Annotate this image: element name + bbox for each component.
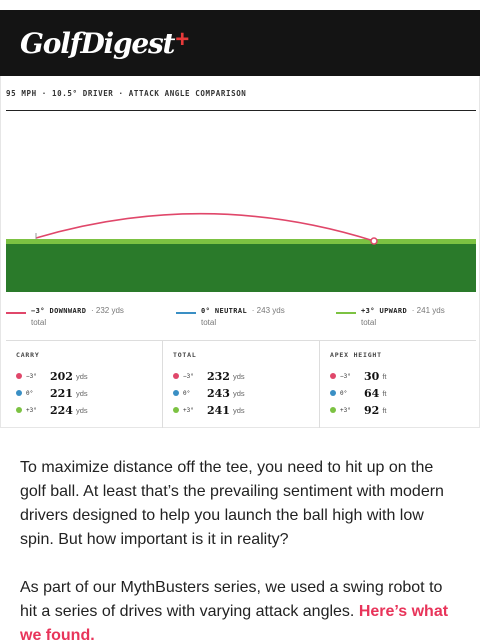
apex-row-neutral: [330, 386, 386, 400]
row-unit: ft: [382, 388, 387, 398]
legend-label-neutral: 0° NEUTRAL: [201, 307, 248, 315]
total-row-neutral: [173, 386, 245, 400]
ball-flight-graphic: [1, 76, 479, 306]
row-value: 224: [50, 403, 73, 417]
legend-total-upward: total: [361, 318, 377, 327]
row-label: 0°: [183, 389, 191, 397]
row-value: 221: [50, 386, 73, 400]
article-paragraph-intro: To maximize distance off the tee, you need to hit up on the golf ball. At least that’s the prevailing sentiment with modern drivers designed to help you launch the ball high with low spin. But how important is it in reality?: [20, 459, 444, 548]
downward-dot: [16, 373, 22, 379]
downward-trajectory-line: [36, 214, 374, 241]
upward-dot: [173, 407, 179, 413]
row-unit: yds: [75, 371, 88, 381]
legend-yds-upward: · 241 yds: [411, 306, 445, 315]
downward-dot: [330, 373, 336, 379]
row-unit: yds: [232, 405, 245, 415]
infographic-title: 95 MPH · 10.5° DRIVER · ATTACK ANGLE COMPARISON: [6, 89, 247, 98]
neutral-dot: [330, 390, 336, 396]
legend-item-downward: [6, 304, 166, 334]
row-value: 30: [364, 369, 380, 383]
neutral-dot: [173, 390, 179, 396]
row-label: +3°: [183, 406, 194, 414]
total-heading: TOTAL: [173, 351, 197, 359]
row-label: +3°: [340, 406, 351, 414]
total-row-downward: [173, 369, 245, 383]
row-label: −3°: [26, 372, 37, 380]
apex-row-downward: [330, 369, 386, 383]
apex-height-panel: [319, 341, 476, 428]
top-strip: [0, 0, 480, 10]
neutral-dot: [16, 390, 22, 396]
row-unit: ft: [382, 405, 387, 415]
row-label: 0°: [340, 389, 348, 397]
row-unit: yds: [232, 371, 245, 381]
legend-label-upward: +3° UPWARD: [361, 307, 408, 315]
turf-field: [6, 244, 476, 292]
row-value: 92: [364, 403, 380, 417]
landing-point-marker: [371, 238, 377, 244]
legend-total-neutral: total: [201, 318, 217, 327]
row-label: −3°: [340, 372, 351, 380]
row-unit: ft: [382, 371, 387, 381]
apex-height-heading: APEX HEIGHT: [330, 351, 382, 359]
upward-dot: [16, 407, 22, 413]
turf-edge: [6, 239, 476, 244]
mythbusters-text: As part of our MythBusters series, we used a swing robot to hit a series of drives with varying attack angles.: [20, 579, 443, 620]
total-panel: [162, 341, 319, 428]
legend-swatch-neutral: [176, 312, 196, 314]
article-body: [20, 456, 460, 640]
logo-plus-mark: +: [175, 26, 190, 53]
heres-what-we-found-link[interactable]: Here’s what we found.: [20, 603, 449, 640]
legend-swatch-downward: [6, 312, 26, 314]
row-unit: yds: [75, 388, 88, 398]
carry-row-upward: [16, 403, 88, 417]
row-value: 241: [207, 403, 230, 417]
legend-item-neutral: [176, 304, 326, 334]
row-unit: yds: [75, 405, 88, 415]
upward-dot: [330, 407, 336, 413]
carry-heading: CARRY: [16, 351, 40, 359]
logo-wordmark: GolfDigest: [20, 26, 175, 60]
carry-row-neutral: [16, 386, 88, 400]
row-value: 243: [207, 386, 230, 400]
attack-angle-infographic: [0, 76, 480, 428]
legend-swatch-upward: [336, 312, 356, 314]
row-value: 232: [207, 369, 230, 383]
row-label: 0°: [26, 389, 34, 397]
golf-digest-logo[interactable]: [20, 25, 189, 61]
carry-panel: [6, 341, 162, 428]
row-value: 64: [364, 386, 380, 400]
apex-row-upward: [330, 403, 386, 417]
site-header: [0, 10, 480, 76]
legend-label-downward: −3° DOWNWARD: [31, 307, 87, 315]
total-row-upward: [173, 403, 245, 417]
row-unit: yds: [232, 388, 245, 398]
legend-yds-downward: · 232 yds: [91, 306, 124, 315]
legend-yds-neutral: · 243 yds: [251, 306, 285, 315]
article-paragraph-mythbusters: [20, 576, 460, 640]
row-value: 202: [50, 369, 73, 383]
legend-total-downward: total: [31, 318, 47, 327]
row-label: +3°: [26, 406, 37, 414]
downward-dot: [173, 373, 179, 379]
row-label: −3°: [183, 372, 194, 380]
legend-item-upward: [336, 304, 476, 334]
carry-row-downward: [16, 369, 88, 383]
